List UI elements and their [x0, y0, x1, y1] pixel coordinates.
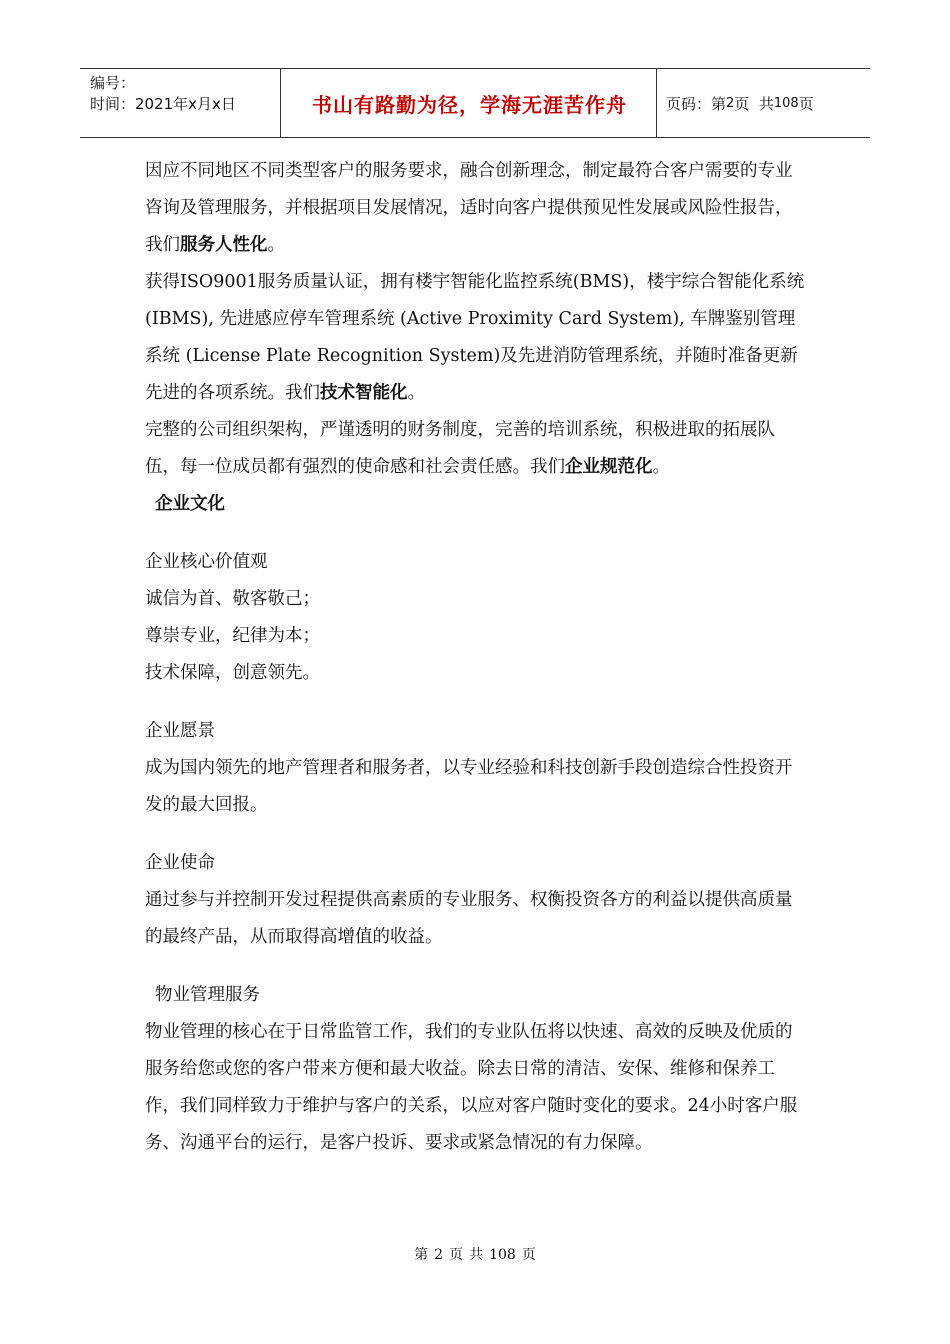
- page-footer: [0, 1244, 950, 1264]
- emphasis-text: 技术智能化: [320, 383, 408, 403]
- page-total: 108: [773, 95, 799, 111]
- footer-label: 第: [414, 1247, 429, 1263]
- header-meta: [90, 73, 280, 115]
- spacer: [145, 692, 805, 713]
- page-end-label: 页: [798, 94, 814, 113]
- emphasis-text: 企业规范化: [565, 457, 653, 477]
- header-page-info: [666, 69, 814, 137]
- footer-label: 共: [469, 1247, 484, 1263]
- core-value-item: 技术保障，创意领先。: [145, 663, 320, 683]
- paragraph-service: [145, 153, 805, 264]
- header-divider: [656, 69, 657, 137]
- section-heading-culture: 企业文化: [155, 494, 225, 514]
- service-text: 物业管理的核心在于日常监管工作，我们的专业队伍将以快速、高效的反映及优质的服务给您或您的客户带来方便和最大收益。除去日常的清洁、安保、维修和保养工作，我们同样致力于维护与客户的关系，以应对客户随时变化的要求。24小时客户服务、沟通平台的运行，是客户投诉、要求或紧急情况的有力保障。: [145, 1022, 798, 1153]
- footer-page-total: 108: [489, 1247, 516, 1263]
- footer-label: 页: [449, 1247, 464, 1263]
- paragraph-text: 获得ISO9001服务质量认证，拥有楼宇智能化监控系统(BMS)，楼宇综合智能化系统 (IBMS), 先进感应停车管理系统 (Active Proximity Card System), 车牌鉴别管理系统 (License Plate Recognition System)及先进消防管理系统，并随时准备更新先进的各项系统。我们: [145, 272, 805, 403]
- page-number: 2: [726, 95, 735, 111]
- paragraph-text: 因应不同地区不同类型客户的服务要求，融合创新理念，制定最符合客户需要的专业咨询及管理服务，并根据项目发展情况，适时向客户提供预见性发展或风险性报告，我们: [145, 161, 793, 255]
- header-divider: [280, 69, 281, 137]
- paragraph-technology: [145, 264, 805, 412]
- vision-text: 成为国内领先的地产管理者和服务者，以专业经验和科技创新手段创造综合性投资开发的最大回报。: [145, 758, 793, 815]
- page-header: [80, 68, 870, 138]
- doc-number-label: 编号：: [90, 74, 136, 92]
- paragraph-end: 。: [407, 383, 425, 403]
- paragraph-organization: [145, 412, 805, 486]
- footer-label: 页: [521, 1247, 536, 1263]
- doc-time-label: 时间：2021年x月x日: [90, 95, 236, 113]
- spacer: [145, 956, 805, 977]
- core-value-item: 诚信为首、敬客敬己；: [145, 589, 320, 609]
- emphasis-text: 服务人性化: [180, 235, 268, 255]
- page-label: 页码：第: [666, 94, 727, 113]
- spacer: [145, 523, 805, 544]
- paragraph-end: 。: [267, 235, 285, 255]
- core-values-title: 企业核心价值观: [145, 552, 268, 572]
- document-body: [145, 153, 805, 1162]
- mission-text: 通过参与并控制开发过程提供高素质的专业服务、权衡投资各方的利益以提供高质量的最终产品，从而取得高增值的收益。: [145, 890, 793, 947]
- mission-title: 企业使命: [145, 853, 215, 873]
- paragraph-text: 完整的公司组织架构，严谨透明的财务制度，完善的培训系统，积极进取的拓展队伍，每一位成员都有强烈的使命感和社会责任感。我们: [145, 420, 775, 477]
- vision-title: 企业愿景: [145, 721, 215, 741]
- spacer: [145, 824, 805, 845]
- footer-page-number: 2: [434, 1247, 444, 1263]
- header-motto: 书山有路勤为径，学海无涯苦作舟: [312, 92, 627, 117]
- service-title: 物业管理服务: [155, 985, 260, 1005]
- paragraph-end: 。: [652, 457, 670, 477]
- core-value-item: 尊崇专业，纪律为本；: [145, 626, 320, 646]
- page-mid-label: 页 共: [734, 94, 774, 113]
